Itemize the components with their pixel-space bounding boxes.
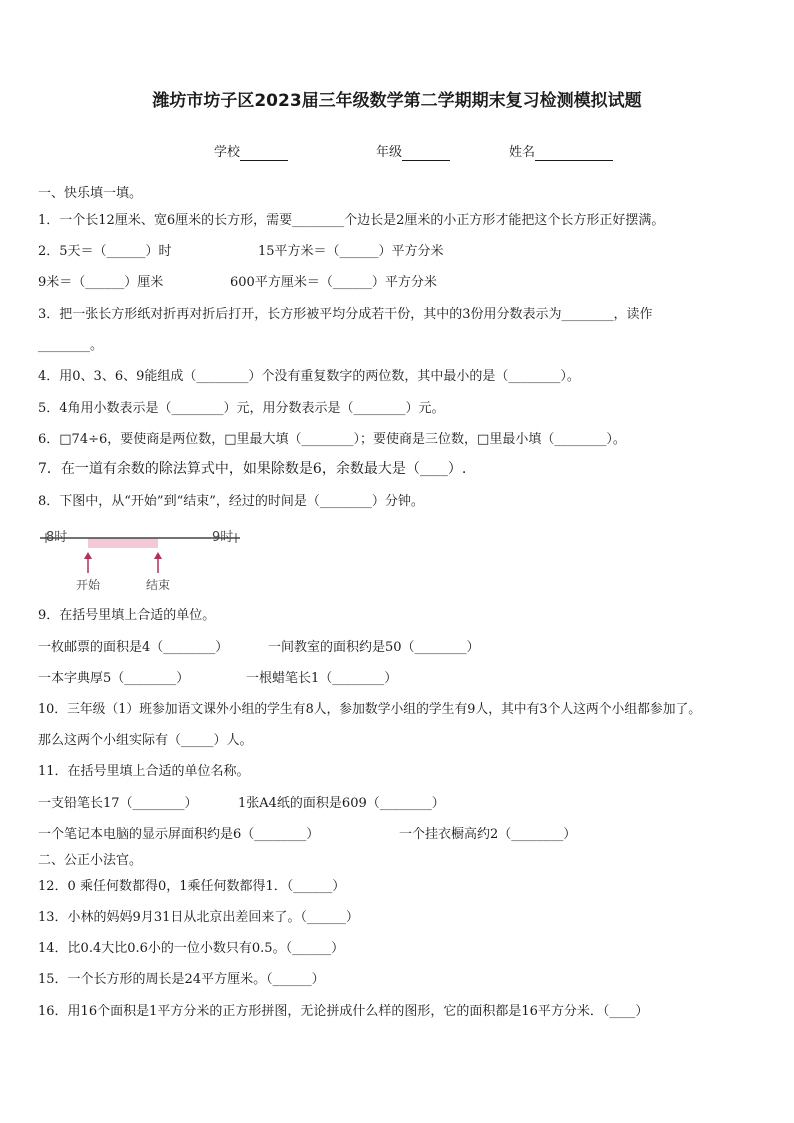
question-11: 11．在括号里填上合适的单位名称。 <box>38 764 250 779</box>
question-14: 14．比0.4大比0.6小的一位小数只有0.5。（______） <box>38 941 345 956</box>
diagram-start-label: 开始 <box>76 578 101 592</box>
question-9: 9．在括号里填上合适的单位。 <box>38 608 216 623</box>
question-16: 16．用16个面积是1平方分米的正方形拼图，无论拼成什么样的图形，它的面积都是16平方分米．（____） <box>38 1004 649 1019</box>
diagram-arrow-start <box>84 552 92 573</box>
question-4: 4．用0、3、6、9能组成（________）个没有重复数字的两位数，其中最小的是（________）。 <box>38 369 580 384</box>
name-label: 姓名 <box>509 145 536 160</box>
question-11a: 一支铅笔长17（________） <box>38 796 198 811</box>
diagram-arrow-end <box>154 552 162 573</box>
question-11d: 一个挂衣橱高约2（________） <box>399 827 577 842</box>
grade-blank[interactable] <box>402 147 450 161</box>
question-1: 1．一个长12厘米、宽6厘米的长方形，需要________个边长是2厘米的小正方形才能把这个长方形正好摆满。 <box>38 213 665 228</box>
question-2b: 15平方米＝（______）平方分米 <box>258 244 444 259</box>
grade-label: 年级 <box>376 145 403 160</box>
question-3-cont: ________。 <box>38 338 104 353</box>
diagram-shaded-interval <box>88 538 158 548</box>
question-11c: 一个笔记本电脑的显示屏面积约是6（________） <box>38 827 320 842</box>
school-label: 学校 <box>214 145 241 160</box>
school-blank[interactable] <box>240 147 288 161</box>
time-diagram <box>40 525 250 595</box>
question-13: 13．小林的妈妈9月31日从北京出差回来了。（______） <box>38 910 359 925</box>
question-10-cont: 那么这两个小组实际有（_____）人。 <box>38 733 253 748</box>
question-9d: 一根蜡笔长1（________） <box>246 671 398 686</box>
question-9c: 一本字典厚5（________） <box>38 671 190 686</box>
name-blank[interactable] <box>535 147 613 161</box>
name-field <box>509 141 613 161</box>
question-10: 10．三年级（1）班参加语文课外小组的学生有8人，参加数学小组的学生有9人，其中有3个人这两个小组都参加了。 <box>38 702 702 717</box>
question-9a: 一枚邮票的面积是4（________） <box>38 640 229 655</box>
question-2a: 2．5天＝（______）时 <box>38 244 172 259</box>
question-3: 3．把一张长方形纸对折再对折后打开，长方形被平均分成若干份，其中的3份用分数表示为________，读作 <box>38 307 653 322</box>
question-2d: 600平方厘米＝（______）平方分米 <box>230 275 437 290</box>
question-7: 7．在一道有余数的除法算式中，如果除数是6，余数最大是（____）. <box>38 461 467 477</box>
question-8: 8．下图中，从“开始”到“结束”，经过的时间是（________）分钟。 <box>38 494 424 509</box>
question-12: 12．0 乘任何数都得0，1乘任何数都得1．（______） <box>38 879 346 894</box>
question-9b: 一间教室的面积约是50（________） <box>268 640 480 655</box>
diagram-end-label: 结束 <box>146 578 171 592</box>
section-heading-judge: 二、公正小法官。 <box>38 853 143 868</box>
grade-field <box>376 141 450 161</box>
diagram-end-time: 9时 <box>212 530 234 545</box>
question-2c: 9米＝（______）厘米 <box>38 275 164 290</box>
question-11b: 1张A4纸的面积是609（________） <box>238 796 445 811</box>
question-15: 15．一个长方形的周长是24平方厘米。（______） <box>38 972 325 987</box>
diagram-start-time: 8时 <box>46 530 68 545</box>
page-title: 潍坊市坊子区2023届三年级数学第二学期期末复习检测模拟试题 <box>152 91 642 111</box>
school-field <box>214 141 288 161</box>
question-5: 5．4角用小数表示是（________）元，用分数表示是（________）元。 <box>38 401 445 416</box>
section-heading-fill: 一、快乐填一填。 <box>38 186 143 201</box>
question-6: 6．□74÷6，要使商是两位数，□里最大填（________）；要使商是三位数，□里最小填（________）。 <box>38 432 626 447</box>
